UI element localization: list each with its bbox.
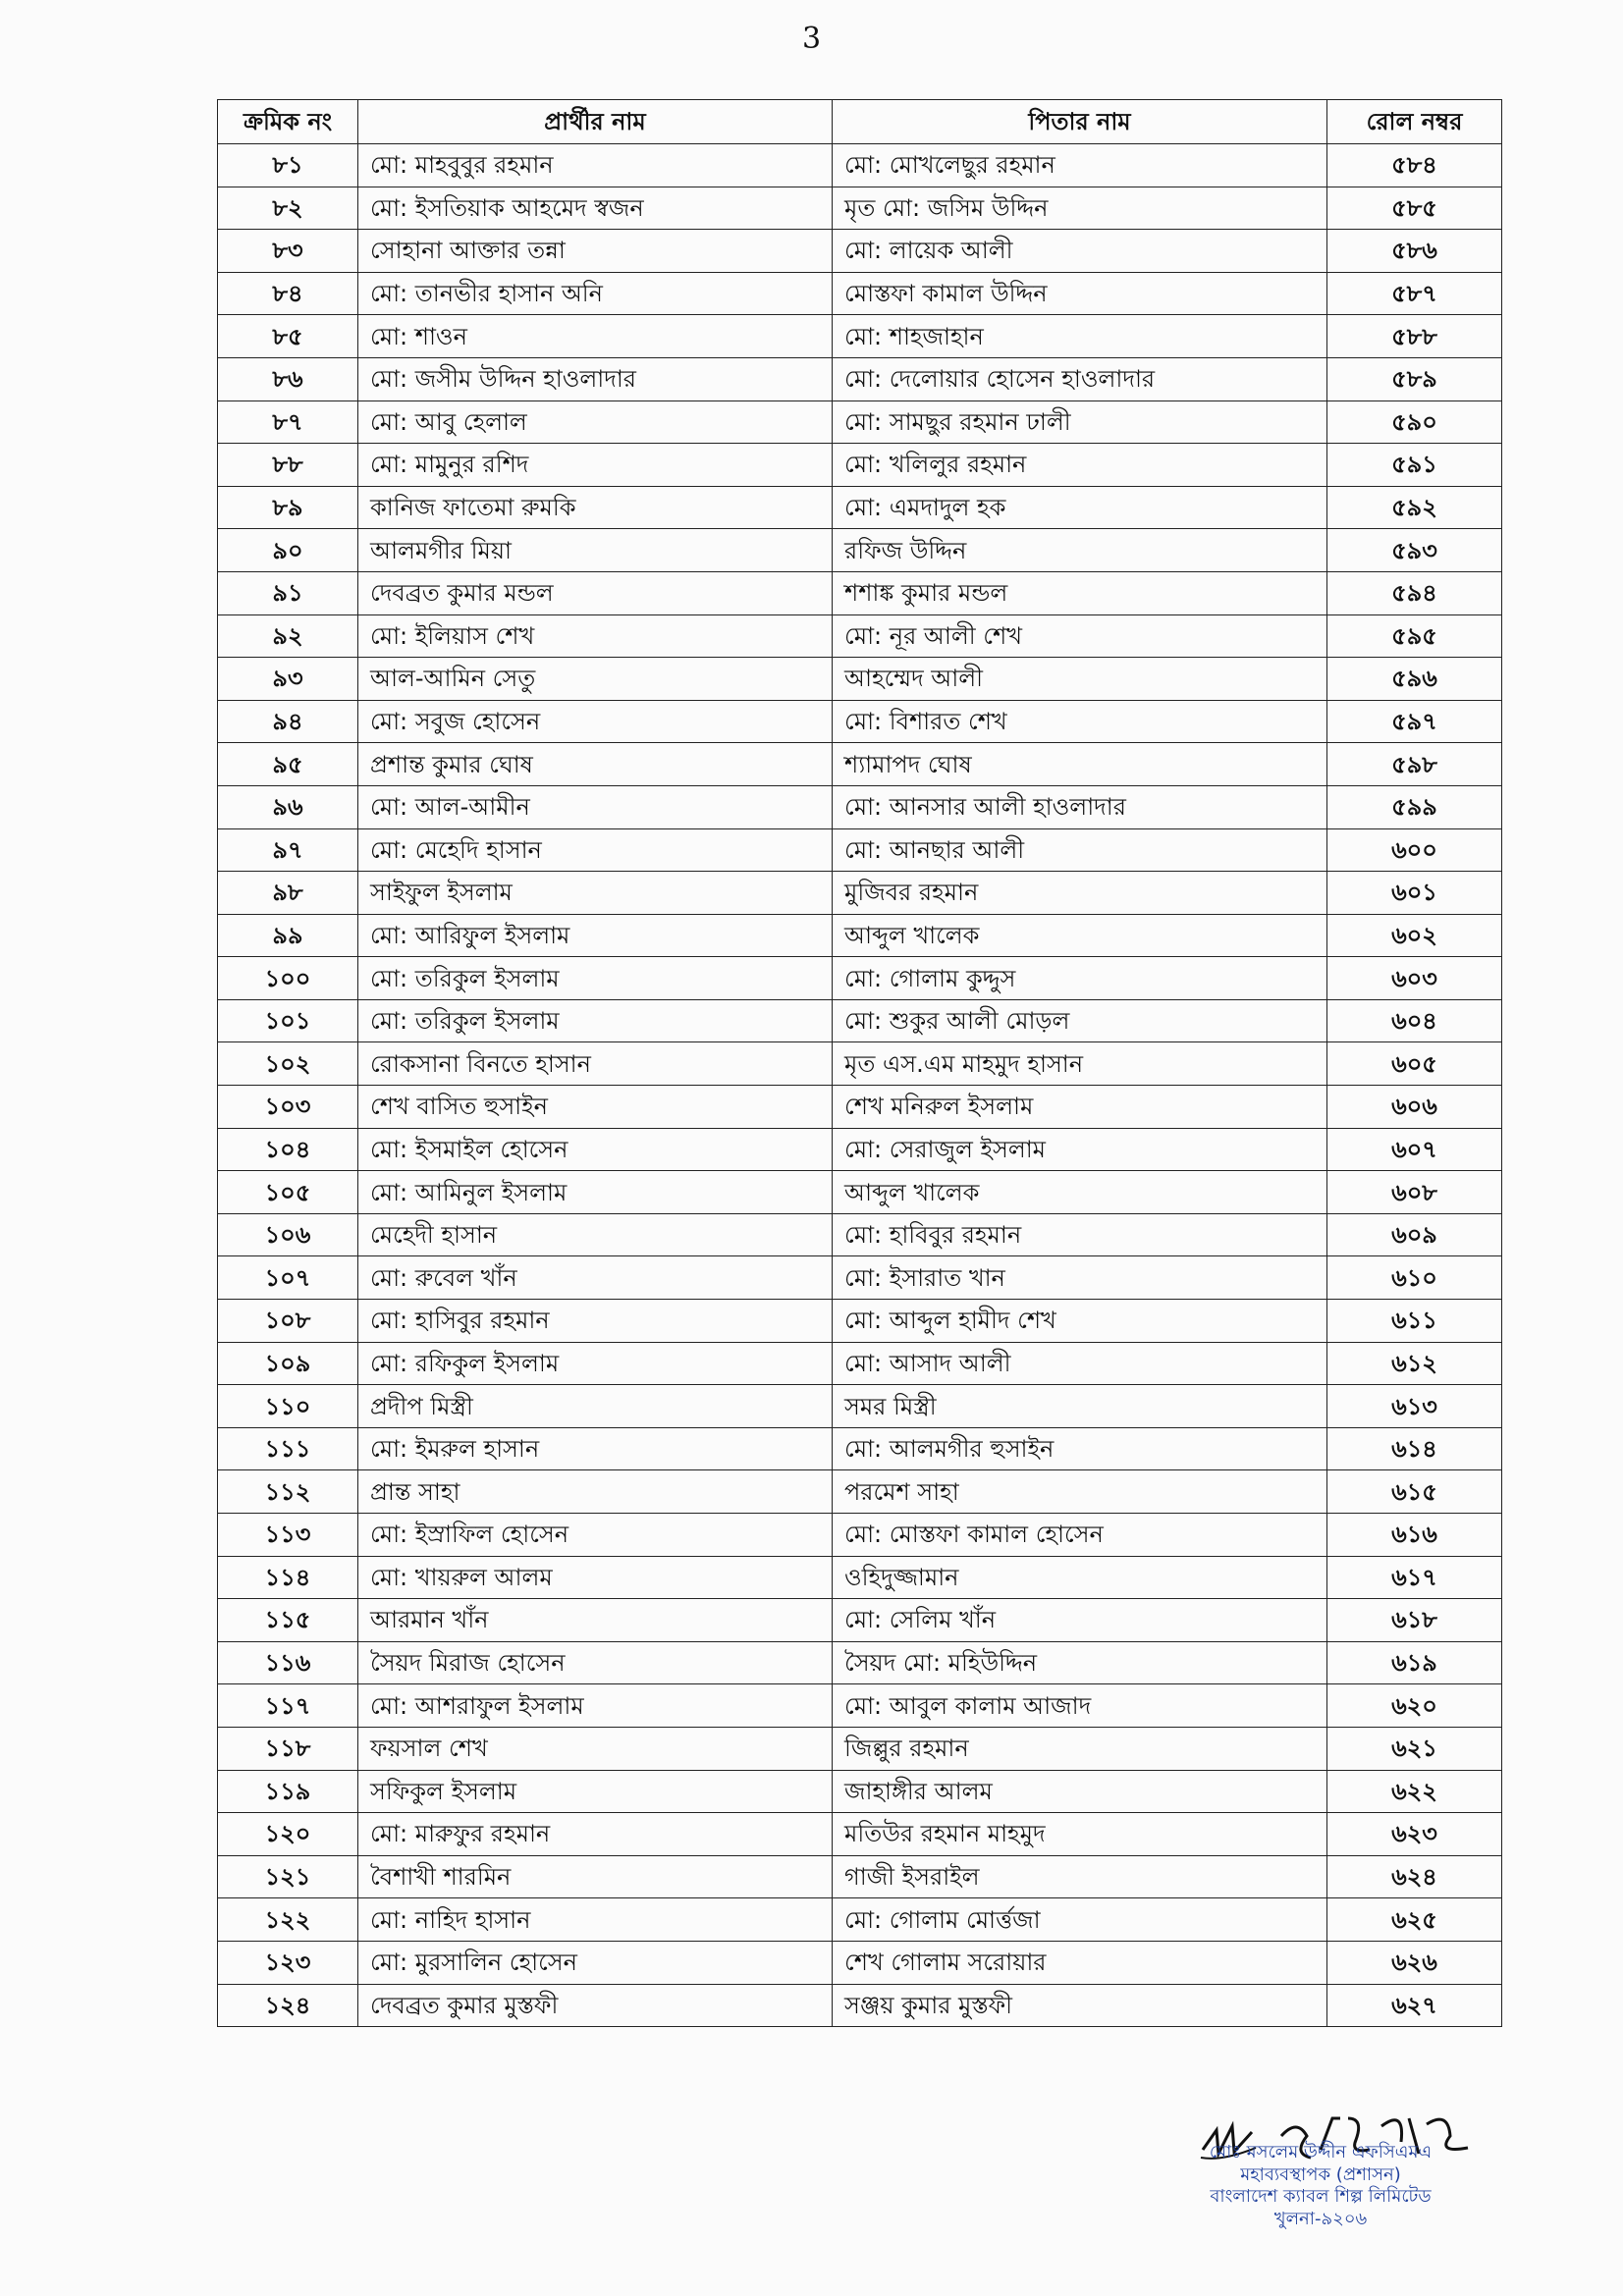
cell-father-name: মতিউর রহমান মাহমুদ [833, 1813, 1327, 1856]
cell-candidate-name: মো: ইসতিয়াক আহমেদ স্বজন [358, 187, 833, 230]
cell-candidate-name: কানিজ ফাতেমা রুমকি [358, 486, 833, 529]
table-row [218, 914, 1502, 957]
cell-roll-number: ৫৯০ [1327, 400, 1502, 444]
cell-roll-number: ৫৯১ [1327, 444, 1502, 487]
cell-roll-number: ৬১৩ [1327, 1385, 1502, 1428]
official-stamp [1139, 2142, 1502, 2230]
cell-father-name: মো: শুকুর আলী মোড়ল [833, 999, 1327, 1042]
cell-roll-number: ৫৮৫ [1327, 187, 1502, 230]
cell-candidate-name: মো: জসীম উদ্দিন হাওলাদার [358, 357, 833, 400]
stamp-organization: বাংলাদেশ ক্যাবল শিল্প লিমিটেড [1210, 2186, 1432, 2207]
cell-father-name: মো: মোস্তফা কামাল হোসেন [833, 1514, 1327, 1557]
header-candidate-name: প্রার্থীর নাম [358, 100, 833, 144]
cell-serial: ১১২ [218, 1470, 358, 1514]
cell-candidate-name: মো: আমিনুল ইসলাম [358, 1171, 833, 1214]
cell-candidate-name: শেখ বাসিত হুসাইন [358, 1086, 833, 1129]
cell-father-name: মো: সামছুর রহমান ঢালী [833, 400, 1327, 444]
table-row [218, 1385, 1502, 1428]
cell-roll-number: ৬০১ [1327, 872, 1502, 915]
cell-serial: ১০৭ [218, 1256, 358, 1300]
table-row [218, 1213, 1502, 1256]
cell-serial: ১১৮ [218, 1727, 358, 1770]
cell-father-name: শেখ গোলাম সরোয়ার [833, 1941, 1327, 1984]
table-row [218, 357, 1502, 400]
table-row [218, 529, 1502, 572]
table-row [218, 1941, 1502, 1984]
cell-father-name: সঞ্জয় কুমার মুস্তফী [833, 1984, 1327, 2027]
cell-father-name: মো: আলমগীর হুসাইন [833, 1427, 1327, 1470]
table-row [218, 187, 1502, 230]
header-roll-number: রোল নম্বর [1327, 100, 1502, 144]
cell-father-name: মৃত মো: জসিম উদ্দিন [833, 187, 1327, 230]
table-row [218, 785, 1502, 828]
cell-serial: ৮৩ [218, 230, 358, 273]
table-row [218, 828, 1502, 872]
cell-roll-number: ৬১৬ [1327, 1514, 1502, 1557]
cell-father-name: গাজী ইসরাইল [833, 1855, 1327, 1898]
cell-serial: ১১০ [218, 1385, 358, 1428]
cell-candidate-name: ফয়সাল শেখ [358, 1727, 833, 1770]
table-row [218, 571, 1502, 614]
cell-serial: ৯১ [218, 571, 358, 614]
cell-father-name: আব্দুল খালেক [833, 1171, 1327, 1214]
cell-serial: ১২৩ [218, 1941, 358, 1984]
cell-candidate-name: আরমান খাঁন [358, 1599, 833, 1642]
stamp-location: খুলনা-৯২০৬ [1273, 2208, 1368, 2229]
cell-roll-number: ৫৯৯ [1327, 785, 1502, 828]
cell-candidate-name: সোহানা আক্তার তন্না [358, 230, 833, 273]
cell-serial: ৮৭ [218, 400, 358, 444]
cell-father-name: মো: গোলাম মোর্ত্তজা [833, 1898, 1327, 1942]
cell-roll-number: ৫৮৮ [1327, 315, 1502, 358]
cell-serial: ১২০ [218, 1813, 358, 1856]
cell-serial: ১১৪ [218, 1556, 358, 1599]
cell-roll-number: ৬২৭ [1327, 1984, 1502, 2027]
cell-roll-number: ৬০৪ [1327, 999, 1502, 1042]
cell-candidate-name: রোকসানা বিনতে হাসান [358, 1042, 833, 1086]
cell-father-name: মো: সেরাজুল ইসলাম [833, 1128, 1327, 1171]
table-body [218, 144, 1502, 2027]
cell-candidate-name: আল-আমিন সেতু [358, 658, 833, 701]
cell-father-name: সৈয়দ মো: মহিউদ্দিন [833, 1641, 1327, 1684]
cell-candidate-name: প্রান্ত সাহা [358, 1470, 833, 1514]
table-row [218, 315, 1502, 358]
cell-roll-number: ৬০০ [1327, 828, 1502, 872]
cell-candidate-name: মো: তরিকুল ইসলাম [358, 957, 833, 1000]
table-row [218, 1342, 1502, 1385]
cell-serial: ১০৩ [218, 1086, 358, 1129]
table-row [218, 1042, 1502, 1086]
cell-father-name: মো: লায়েক আলী [833, 230, 1327, 273]
cell-father-name: পরমেশ সাহা [833, 1470, 1327, 1514]
table-row [218, 1855, 1502, 1898]
cell-candidate-name: মেহেদী হাসান [358, 1213, 833, 1256]
cell-roll-number: ৬০৬ [1327, 1086, 1502, 1129]
cell-candidate-name: মো: খায়রুল আলম [358, 1556, 833, 1599]
cell-serial: ১১৫ [218, 1599, 358, 1642]
stamp-designation: মহাব্যবস্থাপক (প্রশাসন) [1240, 2163, 1401, 2185]
table-row [218, 743, 1502, 786]
cell-candidate-name: মো: রফিকুল ইসলাম [358, 1342, 833, 1385]
table-row [218, 272, 1502, 315]
cell-father-name: মো: গোলাম কুদ্দুস [833, 957, 1327, 1000]
cell-serial: ১২১ [218, 1855, 358, 1898]
cell-candidate-name: বৈশাখী শারমিন [358, 1855, 833, 1898]
cell-serial: ৯৯ [218, 914, 358, 957]
cell-roll-number: ৫৯৫ [1327, 614, 1502, 658]
cell-serial: ১০১ [218, 999, 358, 1042]
cell-serial: ৮৯ [218, 486, 358, 529]
cell-father-name: মো: দেলোয়ার হোসেন হাওলাদার [833, 357, 1327, 400]
cell-father-name: মো: সেলিম খাঁন [833, 1599, 1327, 1642]
cell-candidate-name: মো: ইসমাইল হোসেন [358, 1128, 833, 1171]
cell-candidate-name: মো: আল-আমীন [358, 785, 833, 828]
cell-father-name: মোস্তফা কামাল উদ্দিন [833, 272, 1327, 315]
table-row [218, 1984, 1502, 2027]
table-row [218, 444, 1502, 487]
cell-serial: ৯৪ [218, 700, 358, 743]
cell-roll-number: ৬১৭ [1327, 1556, 1502, 1599]
table-row [218, 1727, 1502, 1770]
cell-father-name: মো: আব্দুল হামীদ শেখ [833, 1300, 1327, 1343]
cell-serial: ৮১ [218, 144, 358, 187]
cell-roll-number: ৬০২ [1327, 914, 1502, 957]
table-row [218, 1128, 1502, 1171]
cell-roll-number: ৬০৭ [1327, 1128, 1502, 1171]
cell-roll-number: ৬২০ [1327, 1684, 1502, 1728]
table-row [218, 1427, 1502, 1470]
cell-father-name: মো: আবুল কালাম আজাদ [833, 1684, 1327, 1728]
table-row [218, 400, 1502, 444]
cell-roll-number: ৬২৫ [1327, 1898, 1502, 1942]
cell-roll-number: ৬১১ [1327, 1300, 1502, 1343]
cell-father-name: শ্যামাপদ ঘোষ [833, 743, 1327, 786]
cell-serial: ১১৭ [218, 1684, 358, 1728]
cell-candidate-name: মো: ইলিয়াস শেখ [358, 614, 833, 658]
cell-serial: ৯৮ [218, 872, 358, 915]
candidate-table [217, 99, 1502, 2027]
cell-serial: ৯৬ [218, 785, 358, 828]
cell-father-name: মৃত এস.এম মাহমুদ হাসান [833, 1042, 1327, 1086]
cell-candidate-name: মো: আরিফুল ইসলাম [358, 914, 833, 957]
table-row [218, 1684, 1502, 1728]
cell-serial: ১১৩ [218, 1514, 358, 1557]
table-row [218, 1641, 1502, 1684]
cell-father-name: মো: হাবিবুর রহমান [833, 1213, 1327, 1256]
header-serial: ক্রমিক নং [218, 100, 358, 144]
cell-roll-number: ৬১০ [1327, 1256, 1502, 1300]
table-row [218, 1770, 1502, 1813]
cell-candidate-name: মো: তরিকুল ইসলাম [358, 999, 833, 1042]
table-row [218, 1171, 1502, 1214]
cell-serial: ১০৬ [218, 1213, 358, 1256]
table-row [218, 230, 1502, 273]
cell-father-name: রফিজ উদ্দিন [833, 529, 1327, 572]
cell-candidate-name: মো: ইস্রাফিল হোসেন [358, 1514, 833, 1557]
cell-serial: ৯০ [218, 529, 358, 572]
cell-father-name: ওহিদুজ্জামান [833, 1556, 1327, 1599]
cell-candidate-name: সৈয়দ মিরাজ হোসেন [358, 1641, 833, 1684]
cell-serial: ৯৩ [218, 658, 358, 701]
cell-candidate-name: মো: হাসিবুর রহমান [358, 1300, 833, 1343]
table-row [218, 700, 1502, 743]
cell-roll-number: ৬১৫ [1327, 1470, 1502, 1514]
table-header-row [218, 100, 1502, 144]
cell-candidate-name: প্রশান্ত কুমার ঘোষ [358, 743, 833, 786]
cell-roll-number: ৫৯৩ [1327, 529, 1502, 572]
cell-father-name: মো: মোখলেছুর রহমান [833, 144, 1327, 187]
cell-serial: ১০৯ [218, 1342, 358, 1385]
cell-candidate-name: দেবব্রত কুমার মন্ডল [358, 571, 833, 614]
header-father-name: পিতার নাম [833, 100, 1327, 144]
table-row [218, 614, 1502, 658]
cell-roll-number: ৬০৫ [1327, 1042, 1502, 1086]
cell-candidate-name: মো: আশরাফুল ইসলাম [358, 1684, 833, 1728]
cell-roll-number: ৫৮৬ [1327, 230, 1502, 273]
cell-roll-number: ৬০৯ [1327, 1213, 1502, 1256]
cell-father-name: মো: ইসারাত খান [833, 1256, 1327, 1300]
cell-father-name: শেখ মনিরুল ইসলাম [833, 1086, 1327, 1129]
cell-candidate-name: মো: মুরসালিন হোসেন [358, 1941, 833, 1984]
cell-roll-number: ৬১৮ [1327, 1599, 1502, 1642]
cell-father-name: জাহাঙ্গীর আলম [833, 1770, 1327, 1813]
cell-serial: ৮৮ [218, 444, 358, 487]
table-row [218, 1898, 1502, 1942]
cell-candidate-name: সাইফুল ইসলাম [358, 872, 833, 915]
cell-roll-number: ৬২২ [1327, 1770, 1502, 1813]
table-row [218, 957, 1502, 1000]
page-number: 3 [801, 22, 822, 56]
cell-serial: ১০৪ [218, 1128, 358, 1171]
table-row [218, 1599, 1502, 1642]
cell-serial: ১০৮ [218, 1300, 358, 1343]
cell-serial: ১২৪ [218, 1984, 358, 2027]
cell-candidate-name: মো: ইমরুল হাসান [358, 1427, 833, 1470]
cell-father-name: মো: এমদাদুল হক [833, 486, 1327, 529]
cell-candidate-name: আলমগীর মিয়া [358, 529, 833, 572]
cell-serial: ৮৫ [218, 315, 358, 358]
cell-roll-number: ৬১৯ [1327, 1641, 1502, 1684]
cell-roll-number: ৬০৮ [1327, 1171, 1502, 1214]
cell-serial: ১০২ [218, 1042, 358, 1086]
cell-roll-number: ৬২১ [1327, 1727, 1502, 1770]
cell-candidate-name: মো: মামুনুর রশিদ [358, 444, 833, 487]
cell-roll-number: ৫৮৭ [1327, 272, 1502, 315]
cell-roll-number: ৫৯২ [1327, 486, 1502, 529]
cell-roll-number: ৬০৩ [1327, 957, 1502, 1000]
cell-roll-number: ৬১৪ [1327, 1427, 1502, 1470]
cell-serial: ১২২ [218, 1898, 358, 1942]
cell-father-name: মো: শাহজাহান [833, 315, 1327, 358]
cell-serial: ১১৬ [218, 1641, 358, 1684]
cell-candidate-name: মো: সবুজ হোসেন [358, 700, 833, 743]
table-row [218, 1086, 1502, 1129]
cell-roll-number: ৬১২ [1327, 1342, 1502, 1385]
cell-father-name: শশাঙ্ক কুমার মন্ডল [833, 571, 1327, 614]
cell-serial: ১১৯ [218, 1770, 358, 1813]
table-row [218, 872, 1502, 915]
cell-father-name: মো: নূর আলী শেখ [833, 614, 1327, 658]
cell-candidate-name: মো: নাহিদ হাসান [358, 1898, 833, 1942]
cell-candidate-name: মো: মারুফুর রহমান [358, 1813, 833, 1856]
table-row [218, 1256, 1502, 1300]
cell-candidate-name: মো: আবু হেলাল [358, 400, 833, 444]
cell-serial: ৯৭ [218, 828, 358, 872]
cell-father-name: মো: খলিলুর রহমান [833, 444, 1327, 487]
cell-candidate-name: মো: মাহবুবুর রহমান [358, 144, 833, 187]
table-row [218, 144, 1502, 187]
table-row [218, 486, 1502, 529]
cell-roll-number: ৫৯৬ [1327, 658, 1502, 701]
cell-candidate-name: মো: মেহেদি হাসান [358, 828, 833, 872]
cell-father-name: মো: বিশারত শেখ [833, 700, 1327, 743]
cell-serial: ৯২ [218, 614, 358, 658]
table-row [218, 1300, 1502, 1343]
cell-candidate-name: দেবব্রত কুমার মুস্তফী [358, 1984, 833, 2027]
cell-candidate-name: মো: রুবেল খাঁন [358, 1256, 833, 1300]
table-row [218, 1556, 1502, 1599]
cell-father-name: সমর মিস্ত্রী [833, 1385, 1327, 1428]
cell-candidate-name: প্রদীপ মিস্ত্রী [358, 1385, 833, 1428]
table-row [218, 1470, 1502, 1514]
cell-father-name: জিল্লুর রহমান [833, 1727, 1327, 1770]
cell-serial: ৮২ [218, 187, 358, 230]
cell-father-name: আব্দুল খালেক [833, 914, 1327, 957]
cell-father-name: মো: আনছার আলী [833, 828, 1327, 872]
cell-father-name: আহম্মেদ আলী [833, 658, 1327, 701]
cell-father-name: মো: আনসার আলী হাওলাদার [833, 785, 1327, 828]
cell-roll-number: ৫৮৯ [1327, 357, 1502, 400]
cell-serial: ৮৬ [218, 357, 358, 400]
cell-roll-number: ৬২৬ [1327, 1941, 1502, 1984]
cell-candidate-name: সফিকুল ইসলাম [358, 1770, 833, 1813]
cell-serial: ১০৫ [218, 1171, 358, 1214]
table-row [218, 999, 1502, 1042]
cell-roll-number: ৫৯৭ [1327, 700, 1502, 743]
cell-father-name: মো: আসাদ আলী [833, 1342, 1327, 1385]
cell-serial: ৮৪ [218, 272, 358, 315]
table-row [218, 1514, 1502, 1557]
cell-roll-number: ৬২৩ [1327, 1813, 1502, 1856]
cell-serial: ৯৫ [218, 743, 358, 786]
cell-roll-number: ৫৯৪ [1327, 571, 1502, 614]
table-row [218, 658, 1502, 701]
stamp-officer-name: মোঃ মসলেম উদ্দীন এফসিএমএ [1209, 2142, 1433, 2163]
table-row [218, 1813, 1502, 1856]
cell-father-name: মুজিবর রহমান [833, 872, 1327, 915]
cell-roll-number: ৫৯৮ [1327, 743, 1502, 786]
cell-serial: ১০০ [218, 957, 358, 1000]
cell-serial: ১১১ [218, 1427, 358, 1470]
cell-candidate-name: মো: তানভীর হাসান অনি [358, 272, 833, 315]
cell-roll-number: ৬২৪ [1327, 1855, 1502, 1898]
cell-roll-number: ৫৮৪ [1327, 144, 1502, 187]
cell-candidate-name: মো: শাওন [358, 315, 833, 358]
